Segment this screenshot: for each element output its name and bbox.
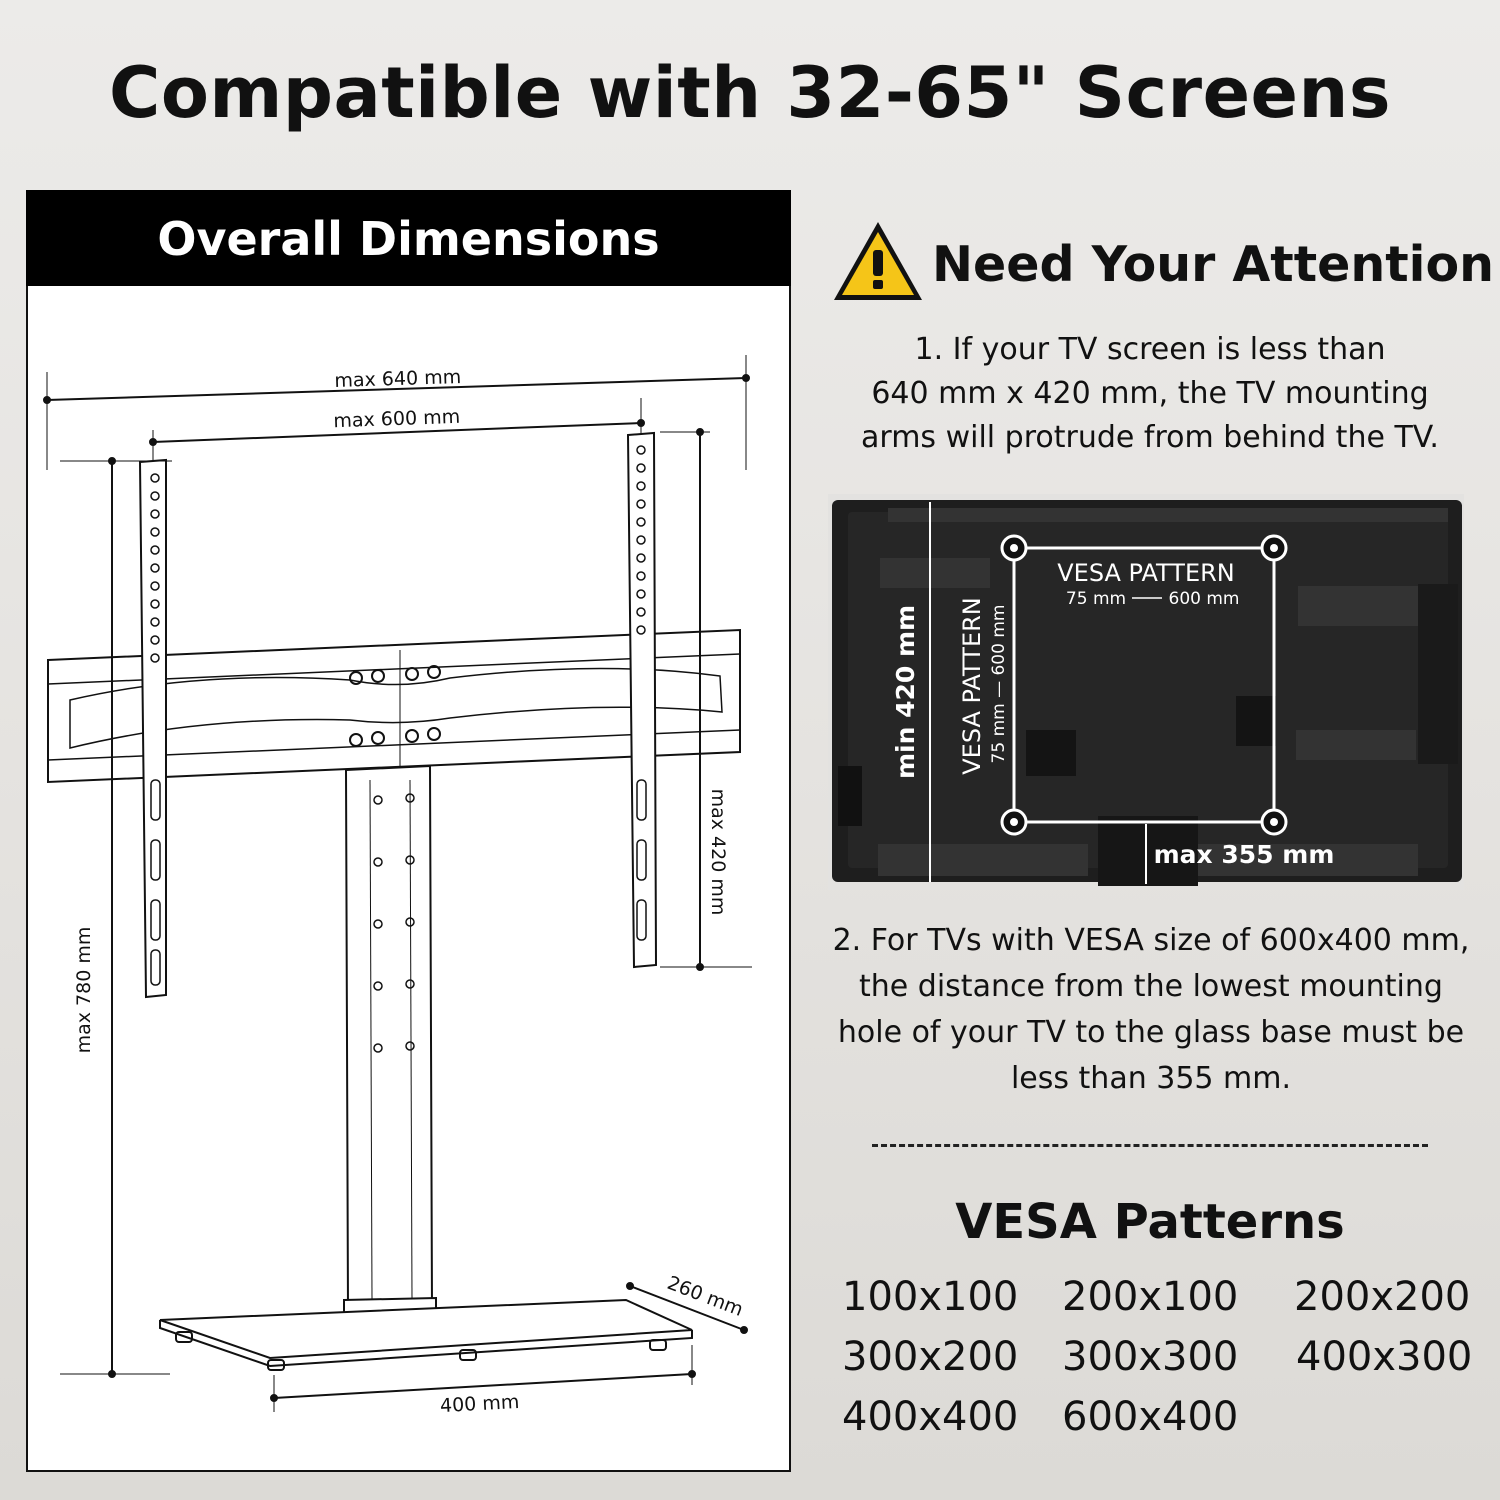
vesa-pattern: 200x200 xyxy=(1294,1274,1471,1320)
vesa-h-label: VESA PATTERN xyxy=(1057,559,1235,587)
attention-note-1 xyxy=(840,328,1460,460)
min-height-label: min 420 mm xyxy=(891,604,920,780)
vesa-pattern: 400x300 xyxy=(1296,1334,1473,1380)
attention-note-2 xyxy=(826,918,1476,1102)
vesa-h-range-a: 75 mm xyxy=(1065,589,1127,609)
label-base-depth: 260 mm xyxy=(664,1271,747,1321)
page-title: Compatible with 32-65" Screens xyxy=(108,52,1392,134)
vesa-patterns-title: VESA Patterns xyxy=(955,1194,1345,1250)
vesa-pattern: 100x100 xyxy=(842,1274,1019,1320)
note-2-line: 2. For TVs with VESA size of 600x400 mm, xyxy=(832,923,1470,958)
vesa-pattern: 300x300 xyxy=(1062,1334,1239,1380)
warning-icon xyxy=(830,218,926,304)
attention-title: Need Your Attention xyxy=(932,236,1495,293)
vesa-pattern: 400x400 xyxy=(842,1394,1019,1440)
note-2-line: less than 355 mm. xyxy=(1010,1061,1292,1096)
label-base-width: 400 mm xyxy=(439,1390,520,1418)
vesa-h-range-b: 600 mm xyxy=(1168,589,1240,609)
note-2-line: hole of your TV to the glass base must be xyxy=(837,1015,1465,1050)
vesa-v-label: VESA PATTERN xyxy=(958,597,986,775)
note-1-line: 640 mm x 420 mm, the TV mounting xyxy=(871,376,1429,411)
vesa-v-range: 75 mm — 600 mm xyxy=(989,604,1009,764)
label-max-height: max 420 mm xyxy=(707,788,729,916)
note-2-line: the distance from the lowest mounting xyxy=(859,969,1443,1004)
label-max-total-height: max 780 mm xyxy=(73,926,95,1054)
max-355-label: max 355 mm xyxy=(1153,840,1335,869)
vesa-pattern: 300x200 xyxy=(842,1334,1019,1380)
note-1-line: 1. If your TV screen is less than xyxy=(914,332,1386,367)
note-1-line: arms will protrude from behind the TV. xyxy=(861,420,1439,455)
divider xyxy=(872,1144,1428,1147)
vesa-pattern: 200x100 xyxy=(1062,1274,1239,1320)
label-max-width: max 640 mm xyxy=(334,366,462,392)
vesa-pattern: 600x400 xyxy=(1062,1394,1239,1440)
tv-back-image xyxy=(828,494,1464,890)
dimensions-header: Overall Dimensions xyxy=(157,212,660,266)
label-max-hole-width: max 600 mm xyxy=(333,405,461,433)
